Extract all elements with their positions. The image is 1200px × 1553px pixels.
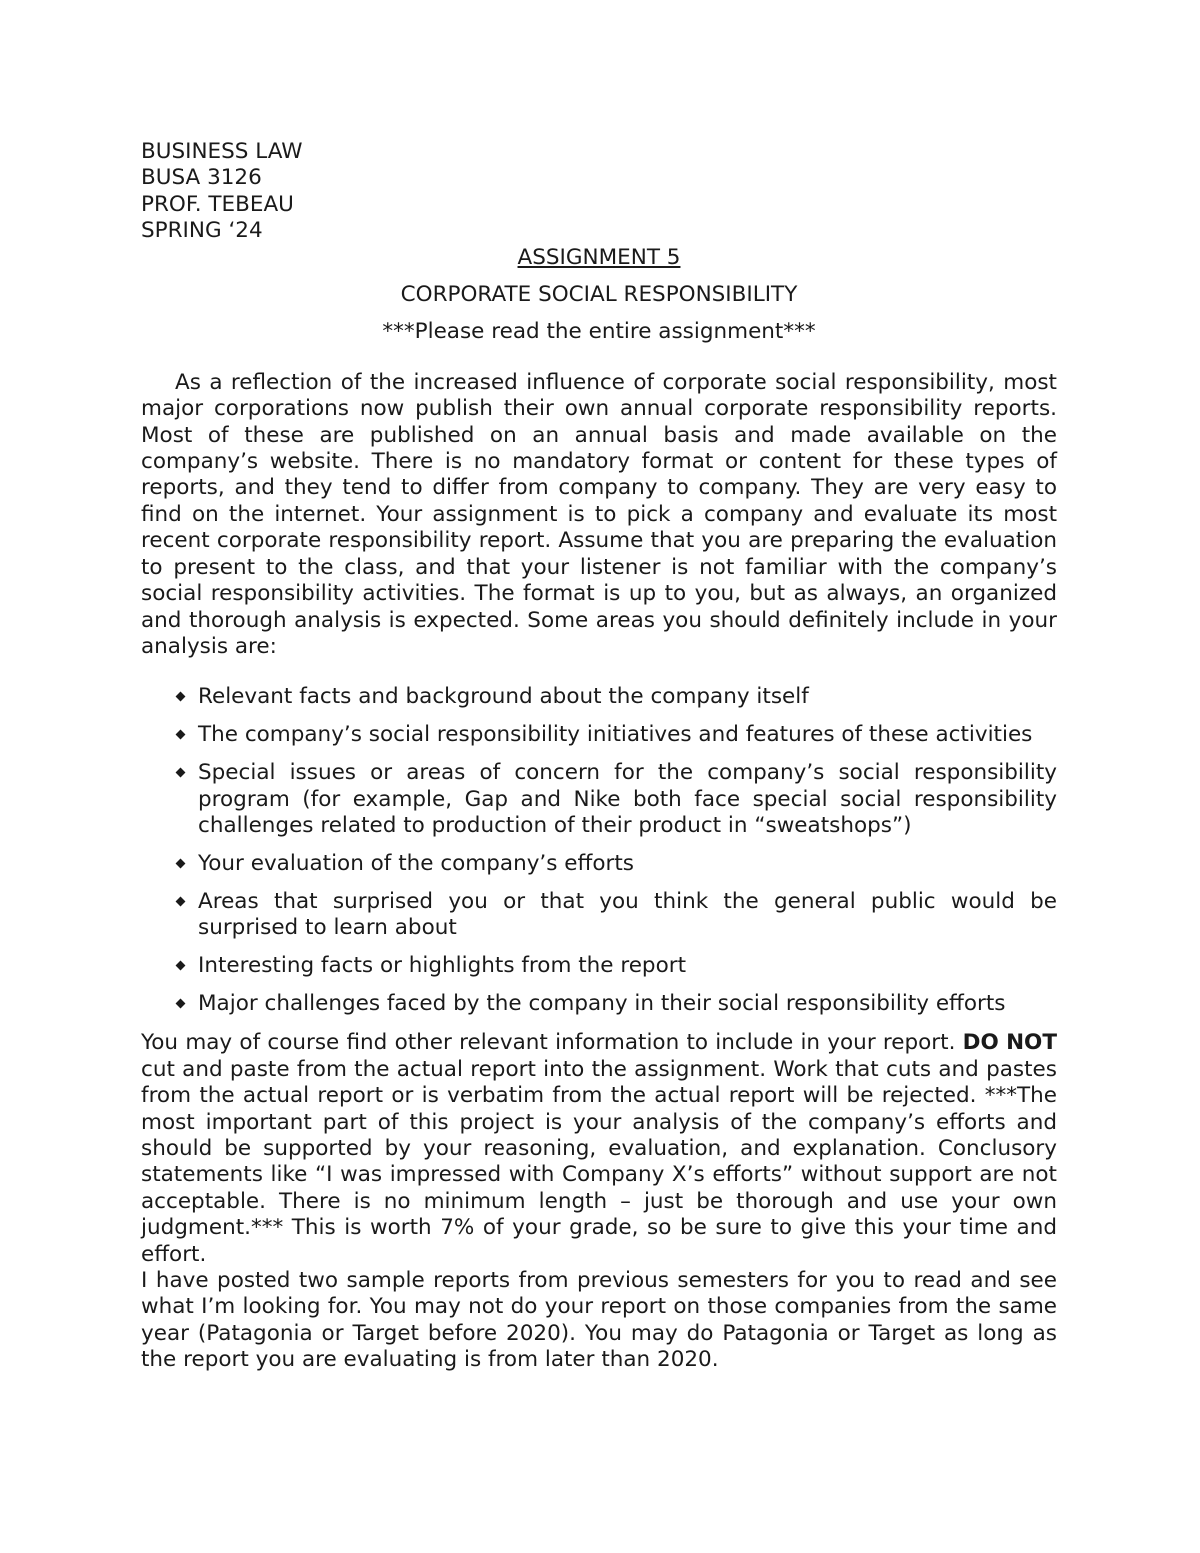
term: SPRING ‘24 (141, 218, 263, 244)
list-item-text: Your evaluation of the company’s efforts (198, 850, 634, 876)
assignment-title: ASSIGNMENT 5 (517, 244, 681, 270)
sample-reports-paragraph: I have posted two sample reports from previous semesters for you to read and see what I’m looking for. You may not do your report on those companies from the same year (Patagonia or Target before 2020). You may do Patagonia or Target as long as the report you are evaluating is from later than 2020. (141, 1268, 1057, 1373)
closing-paragraph (141, 1030, 1057, 1268)
intro-paragraph: As a reflection of the increased influence of corporate social responsibility, most major corporations now publish their own annual corporate responsibility reports. Most of these are published on an annual basis and made available on the company’s website. There is no mandatory format or content for these types of reports, and they tend to differ from company to company. They are very easy to find on the internet. Your assignment is to pick a company and evaluate its most recent corporate responsibility report. Assume that you are preparing the evaluation to present to the class, and that your listener is not familiar with the company’s social responsibility activities. The format is up to you, but as always, an organized and thorough analysis is expected. Some areas you should definitely include in your analysis are: (141, 369, 1057, 659)
diamond-bullet-icon (176, 896, 186, 906)
course-name: BUSINESS LAW (141, 139, 303, 164)
list-item (141, 684, 1057, 710)
list-item-text: Major challenges faced by the company in their social responsibility efforts (198, 990, 1006, 1016)
list-item (141, 760, 1057, 839)
list-item (141, 991, 1057, 1017)
assignment-subtitle: CORPORATE SOCIAL RESPONSIBILITY (400, 282, 798, 308)
list-item-text: Relevant facts and background about the company itself (198, 684, 809, 710)
professor-name: PROF. TEBEAU (141, 191, 294, 217)
diamond-bullet-icon (176, 961, 186, 971)
diamond-bullet-icon (176, 858, 186, 868)
diamond-bullet-icon (176, 999, 186, 1009)
assignment-title-wrap (141, 245, 1057, 271)
diamond-bullet-icon (176, 692, 186, 702)
list-item (141, 722, 1057, 748)
closing-text-part1: You may of course find other relevant information to include in your report. (141, 1030, 963, 1056)
do-emphasis: DO (962, 1030, 999, 1056)
closing-text-part2: cut and paste from the actual report into the assignment. Work that cuts and pastes from the actual report or is verbatim from the actual report will be rejected. ***The most important part of this project is your analysis of the company’s efforts and should be supported by your reasoning, evaluation, and explanation. Conclusory statements like “I was impressed with Company X’s efforts” without support are not acceptable. There is no minimum length – just be thorough and use your own judgment.*** This is worth 7% of your grade, so be sure to give this your time and effort. (141, 1056, 1057, 1267)
list-item (141, 851, 1057, 877)
list-item (141, 889, 1057, 942)
document-header (141, 139, 1057, 245)
read-notice: ***Please read the entire assignment*** (382, 319, 816, 345)
course-code: BUSA 3126 (141, 165, 262, 191)
document-page (141, 139, 1057, 1374)
diamond-bullet-icon (176, 730, 186, 740)
analysis-areas-list (141, 684, 1057, 1017)
list-item-text: Interesting facts or highlights from the report (198, 953, 687, 979)
not-emphasis: NOT (1006, 1030, 1057, 1056)
list-item-text: The company’s social responsibility initiatives and features of these activities (198, 722, 1033, 748)
closing-space (999, 1030, 1006, 1055)
list-item-text: Special issues or areas of concern for the company’s social responsibility program (for example, Gap and Nike both face special social responsibility challenges related to production of their product in “sweatshops”) (198, 760, 1057, 838)
list-item-text: Areas that surprised you or that you think the general public would be surprised to learn about (198, 888, 1057, 941)
list-item (141, 953, 1057, 979)
diamond-bullet-icon (176, 768, 186, 778)
